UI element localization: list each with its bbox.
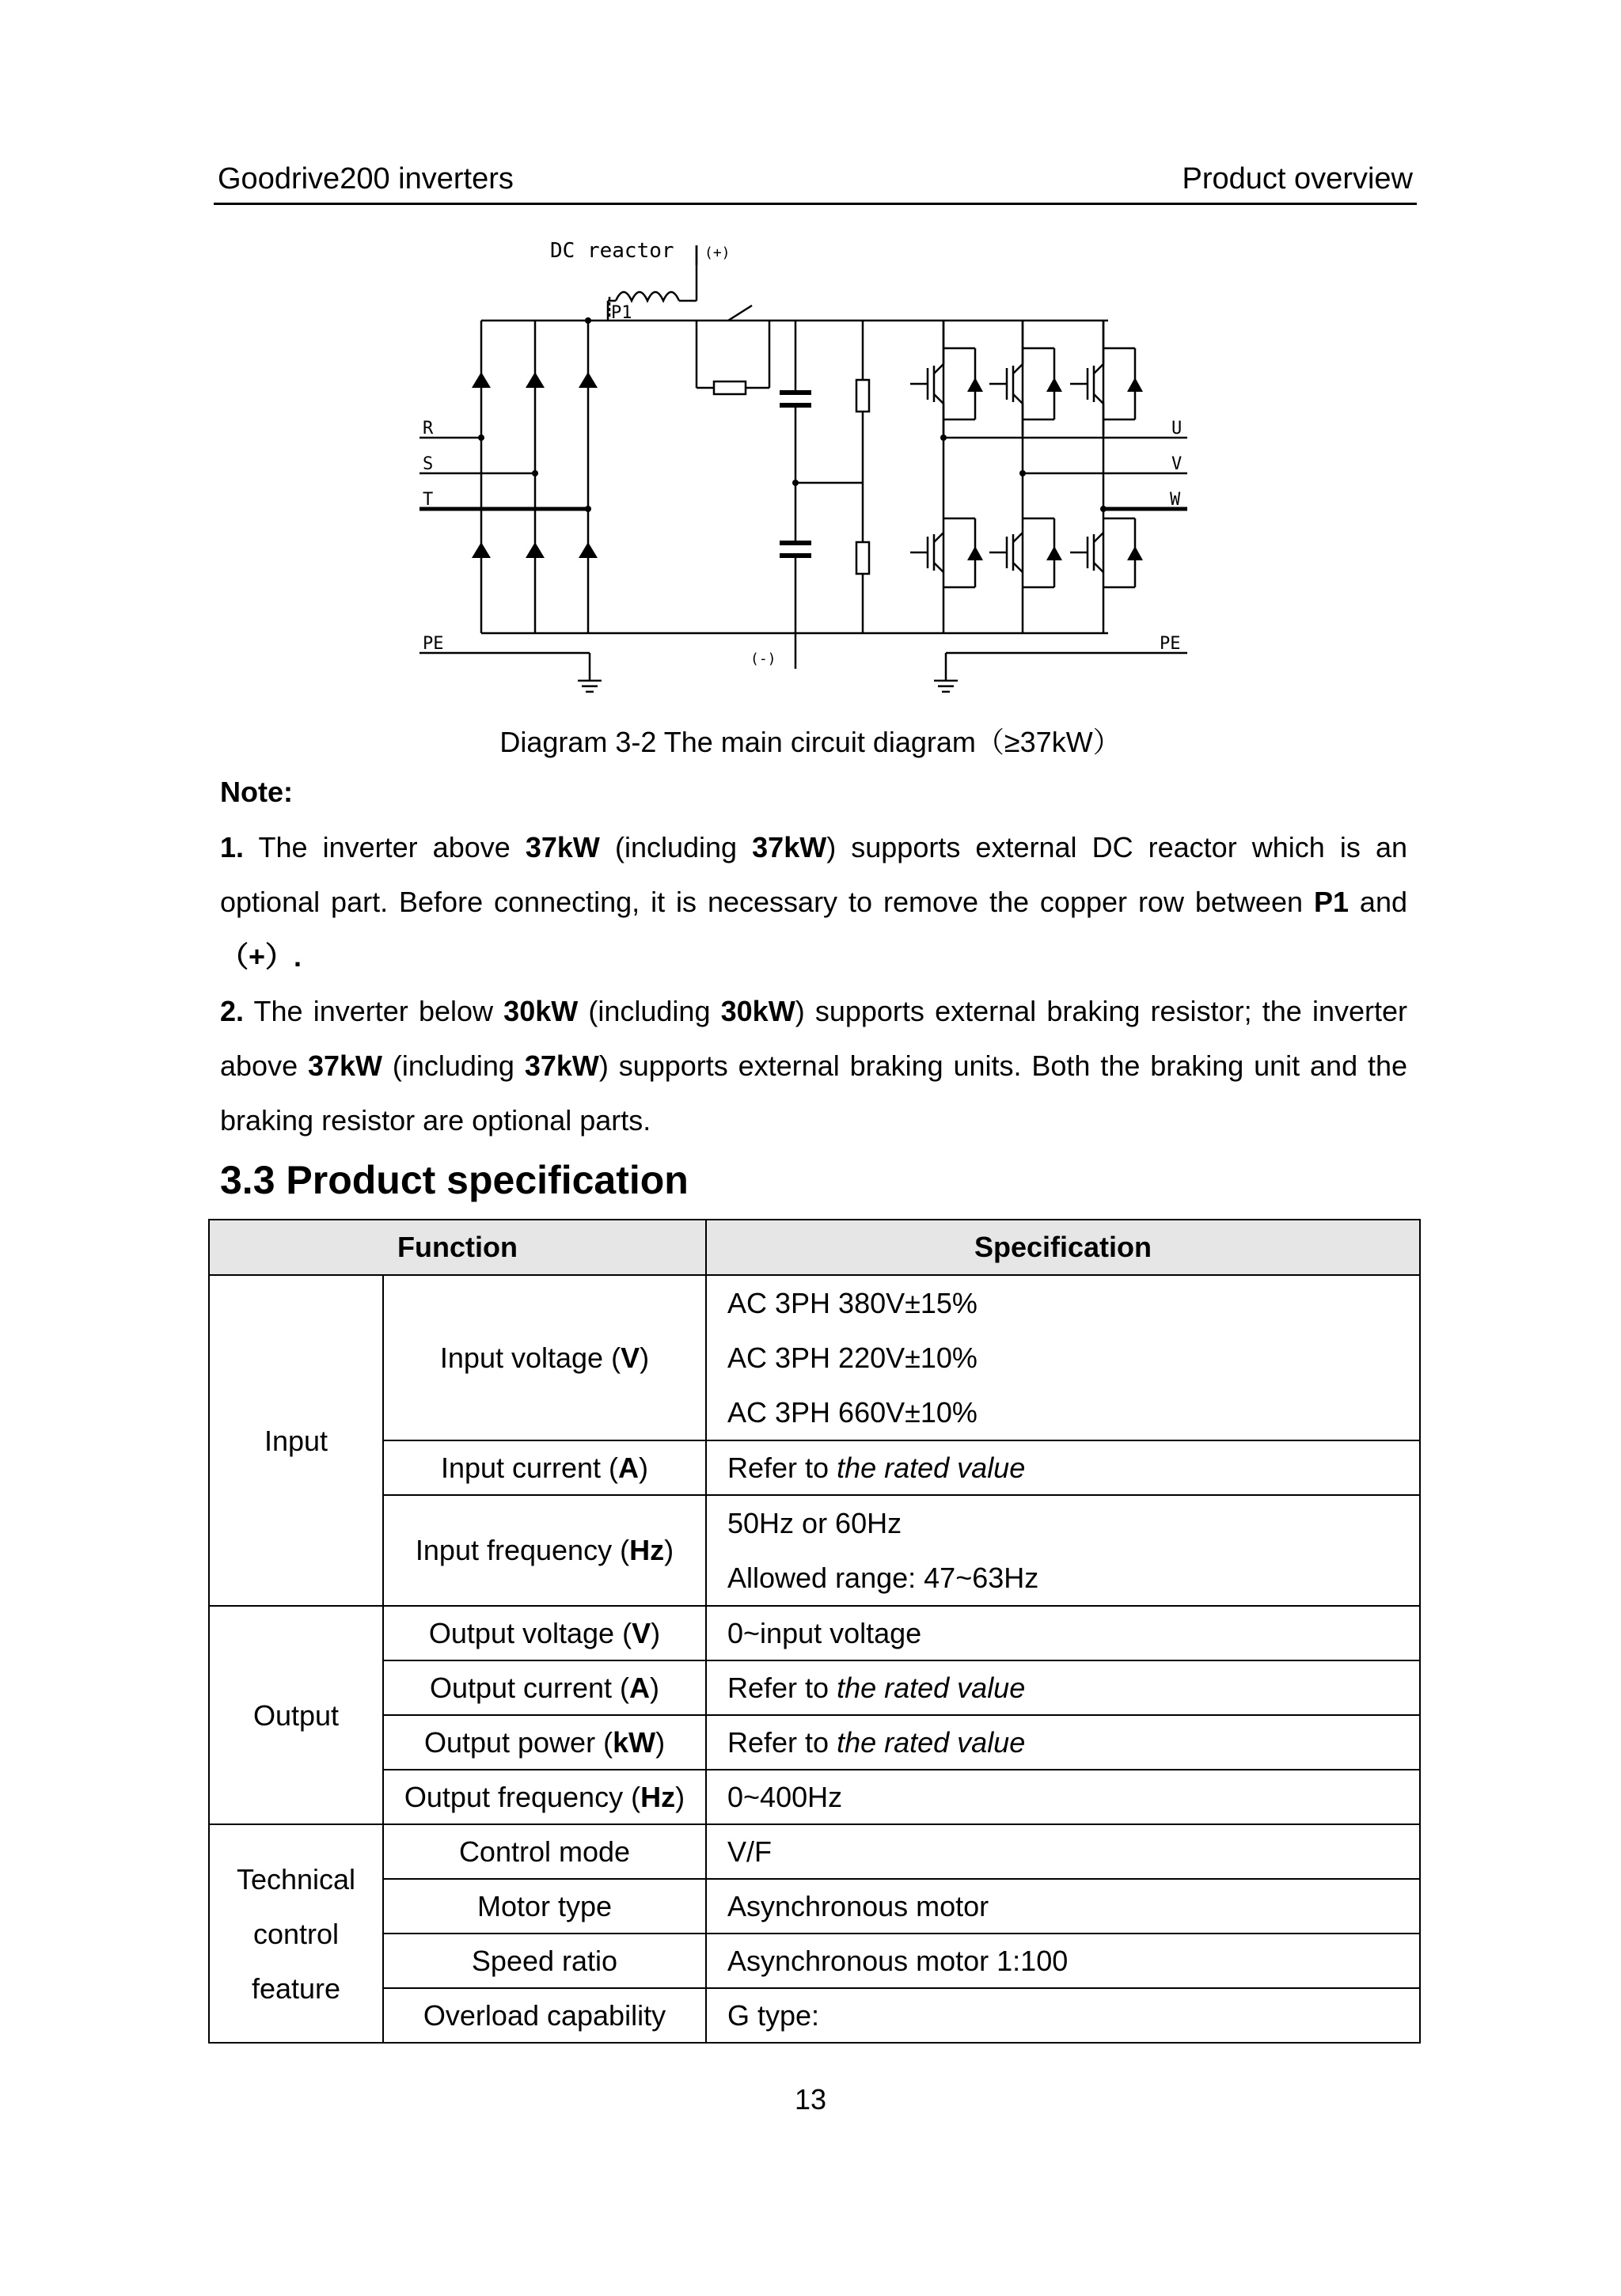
func-output-power: Output power (kW) [383, 1715, 706, 1770]
header-specification: Specification [706, 1220, 1420, 1275]
spec-output-power: Refer to the rated value [706, 1715, 1420, 1770]
note-paragraph-2 [220, 984, 1407, 1148]
header-rule [214, 203, 1417, 205]
table-row [209, 1715, 1420, 1770]
note-1-line-2: optional part. Before connecting, it is necessary to remove the copper row between P1 and [220, 886, 1407, 918]
label-v: V [1171, 454, 1183, 474]
spec-output-current: Refer to the rated value [706, 1660, 1420, 1715]
label-pe-right: PE [1160, 634, 1181, 654]
spec-input-frequency: 50Hz or 60Hz Allowed range: 47~63Hz [706, 1495, 1420, 1606]
table-row [209, 1660, 1420, 1715]
label-s: S [423, 454, 434, 474]
table-row [209, 1879, 1420, 1934]
page-header [218, 162, 1413, 207]
spec-overload-capability: G type: [706, 1988, 1420, 2043]
note-2-line-1: 2. The inverter below 30kW (including 30kW) supports external braking resistor; the inverter [220, 995, 1407, 1027]
func-input-frequency: Input frequency (Hz) [383, 1495, 706, 1606]
note-2-line-2: above 37kW (including 37kW) supports external braking units. Both the braking unit and the [220, 1049, 1408, 1082]
func-motor-type: Motor type [383, 1879, 706, 1934]
func-control-mode: Control mode [383, 1824, 706, 1879]
note-1-line-3: （+）. [220, 940, 302, 973]
spec-output-voltage: 0~input voltage [706, 1606, 1420, 1660]
spec-input-voltage: AC 3PH 380V±15% AC 3PH 220V±10% AC 3PH 660V±10% [706, 1275, 1420, 1440]
spec-speed-ratio: Asynchronous motor 1:100 [706, 1934, 1420, 1988]
main-circuit-diagram [404, 222, 1219, 696]
header-product-name: Goodrive200 inverters [218, 162, 514, 195]
header-chapter-name: Product overview [1182, 162, 1413, 195]
func-output-voltage: Output voltage (V) [383, 1606, 706, 1660]
circuit-svg [404, 222, 1219, 696]
header-function: Function [209, 1220, 706, 1275]
group-technical-control-feature: Technical control feature [209, 1824, 383, 2043]
label-u: U [1171, 419, 1183, 438]
label-dc-reactor: DC reactor [550, 239, 674, 263]
func-speed-ratio: Speed ratio [383, 1934, 706, 1988]
note-2-line-3: braking resistor are optional parts. [220, 1104, 651, 1137]
spec-control-mode: V/F [706, 1824, 1420, 1879]
spec-output-frequency: 0~400Hz [706, 1770, 1420, 1824]
func-input-voltage: Input voltage (V) [383, 1275, 706, 1440]
table-row [209, 1275, 1420, 1440]
func-output-current: Output current (A) [383, 1660, 706, 1715]
func-output-frequency: Output frequency (Hz) [383, 1770, 706, 1824]
label-plus: (+) [704, 245, 731, 261]
table-row [209, 1988, 1420, 2043]
table-row [209, 1824, 1420, 1879]
note-1-line-1: 1. The inverter above 37kW (including 37kW) supports external DC reactor which is an [220, 831, 1407, 863]
table-row [209, 1495, 1420, 1606]
group-output: Output [209, 1606, 383, 1824]
func-input-current: Input current (A) [383, 1440, 706, 1495]
note-paragraph-1 [220, 820, 1407, 984]
table-row [209, 1934, 1420, 1988]
table-row [209, 1606, 1420, 1660]
label-minus: (-) [750, 651, 776, 667]
table-row [209, 1770, 1420, 1824]
label-w: W [1170, 490, 1181, 510]
page-number: 13 [794, 2083, 827, 2116]
table-row [209, 1440, 1420, 1495]
section-title: 3.3 Product specification [220, 1158, 689, 1202]
note-title: Note: [220, 776, 293, 808]
group-input: Input [209, 1275, 383, 1606]
label-p1: P1 [611, 303, 632, 323]
diagram-caption: Diagram 3-2 The main circuit diagram（≥37kW） [499, 726, 1122, 758]
label-pe-left: PE [423, 634, 444, 654]
spec-motor-type: Asynchronous motor [706, 1879, 1420, 1934]
func-overload-capability: Overload capability [383, 1988, 706, 2043]
product-spec-table [208, 1219, 1421, 2044]
label-r: R [423, 419, 434, 438]
label-t: T [423, 490, 434, 510]
spec-input-current: Refer to the rated value [706, 1440, 1420, 1495]
table-header-row [209, 1220, 1420, 1275]
